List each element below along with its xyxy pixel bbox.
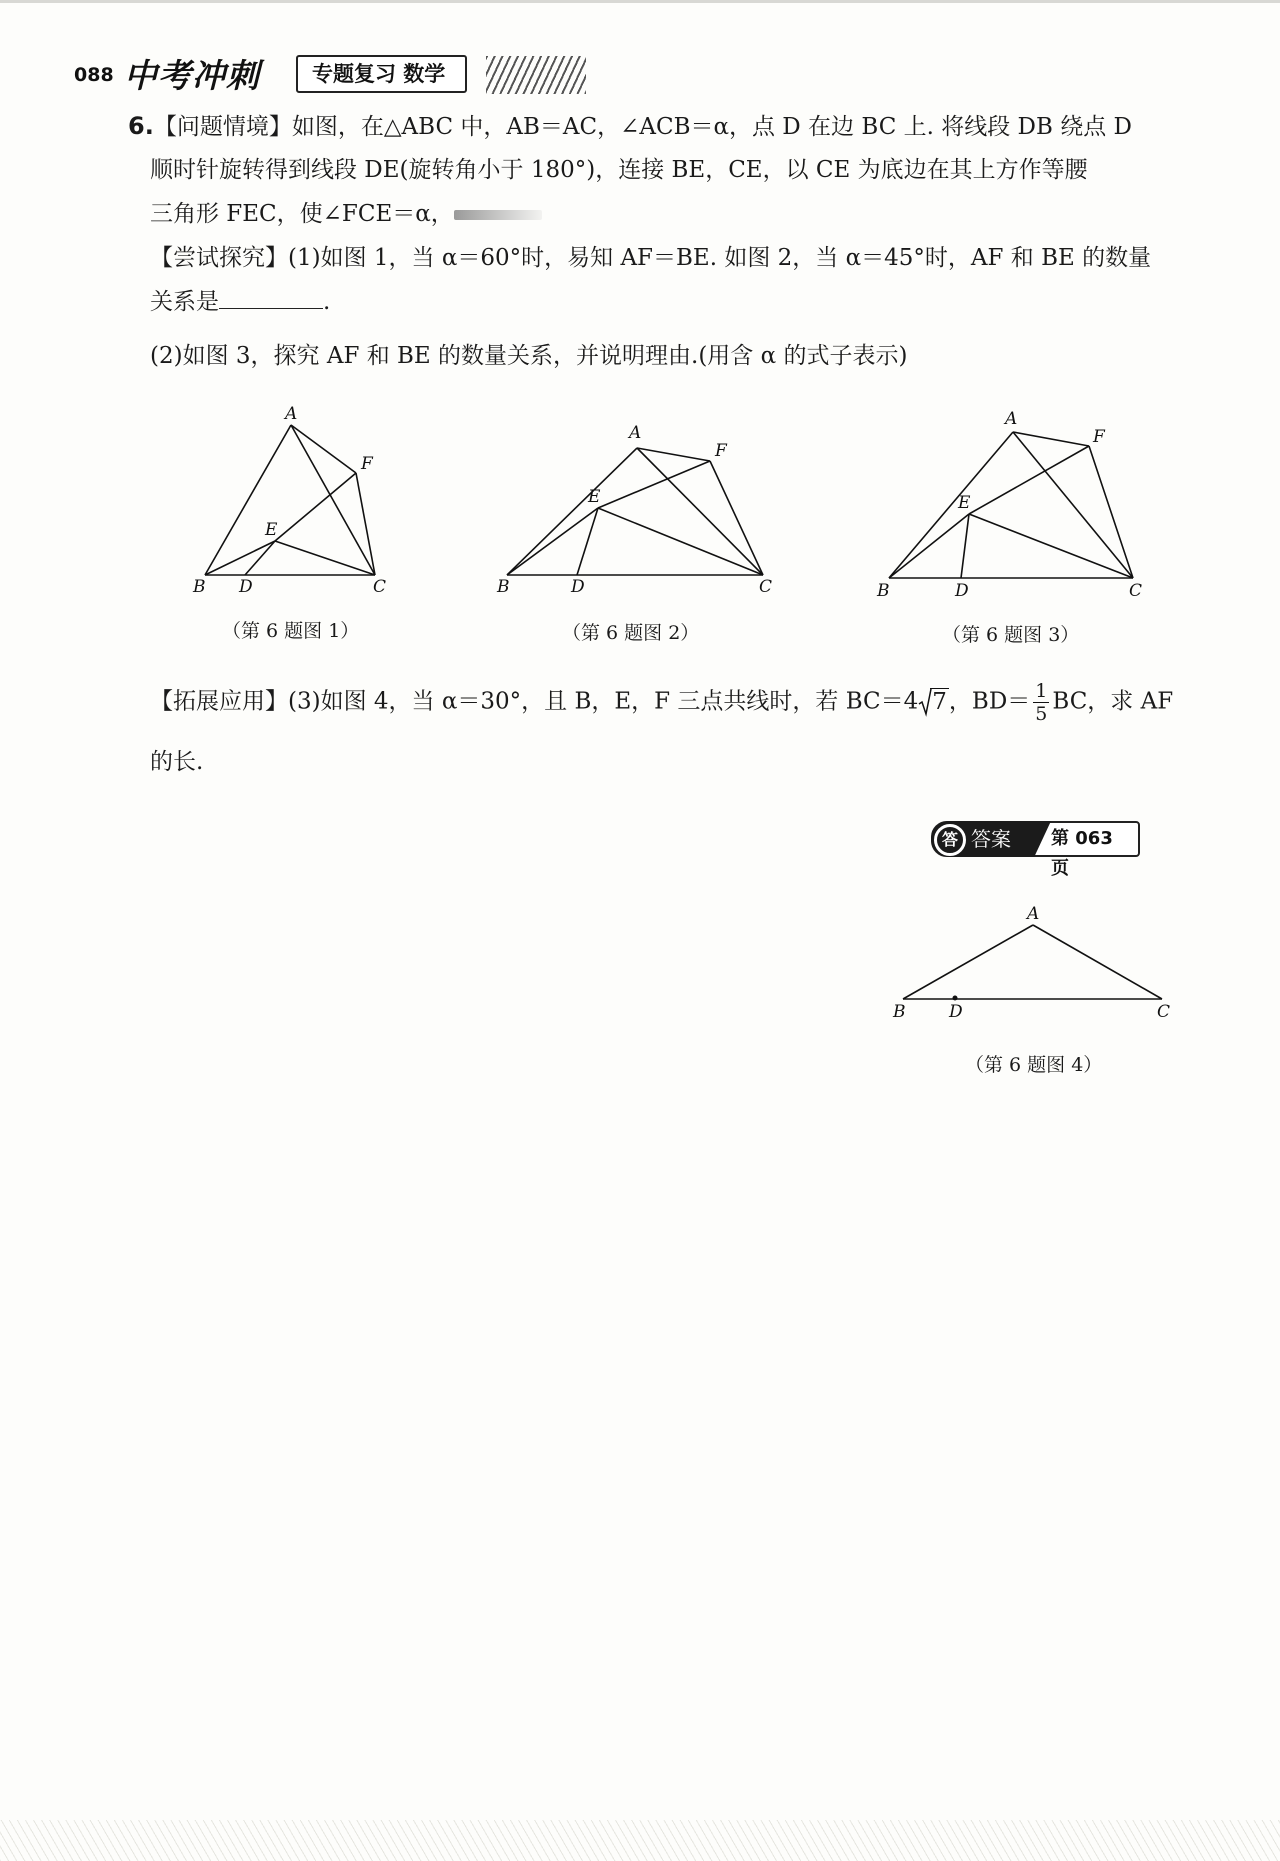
- section-label: 专题复习 数学: [296, 55, 467, 93]
- fig1-seg-DE: [245, 541, 275, 575]
- figure-2-caption: （第 6 题图 2）: [562, 622, 700, 644]
- fig1-label-C: C: [373, 577, 387, 597]
- extension-line-1: [150, 680, 1173, 725]
- fig2-label-F: F: [715, 441, 727, 461]
- series-title: 中考冲刺: [124, 56, 260, 95]
- fig4-label-D: D: [949, 1002, 963, 1022]
- fig2-seg-EF: [598, 461, 710, 508]
- fig1-label-F: F: [361, 454, 373, 474]
- fig4-seg-BA: [903, 925, 1033, 999]
- answer-page-ref: 第 063 页: [1051, 828, 1113, 879]
- fig2-seg-AC: [637, 448, 763, 575]
- sqrt-sign-icon: [918, 688, 932, 716]
- figure-4-caption: （第 6 题图 4）: [965, 1054, 1103, 1076]
- answer-label: 答案: [971, 827, 1011, 851]
- fig4-point-D: [953, 996, 958, 1001]
- fig1-seg-FC: [356, 473, 375, 575]
- fig2-seg-DE: [577, 508, 598, 575]
- fig1-seg-EF: [275, 473, 356, 541]
- problem-text-5-end: .: [323, 289, 331, 315]
- fraction-one-fifth: [1033, 680, 1049, 725]
- fig3-label-E: E: [958, 493, 971, 513]
- problem-number: 6.: [128, 112, 154, 140]
- fig1-seg-BA: [205, 425, 291, 575]
- fig1-label-E: E: [265, 520, 278, 540]
- fig3-label-F: F: [1093, 427, 1105, 447]
- fig3-seg-AF: [1013, 432, 1089, 446]
- fig4-label-A: A: [1027, 904, 1040, 924]
- fig3-label-A: A: [1005, 409, 1018, 429]
- page-header: [74, 50, 534, 96]
- fig2-label-D: D: [571, 577, 585, 597]
- fig1-label-B: B: [193, 577, 206, 597]
- fig2-label-A: A: [629, 423, 642, 443]
- problem-line-1: [128, 104, 1132, 149]
- figure-2: [495, 420, 785, 600]
- problem-text-1: 【问题情境】如图，在△ABC 中，AB＝AC，∠ACB＝α，点 D 在边 BC 上. 将线段 DB 绕点 D: [153, 114, 1132, 140]
- extension-text-post: BC，求 AF: [1052, 688, 1174, 715]
- problem-line-3: [150, 192, 542, 236]
- fig2-label-C: C: [759, 577, 773, 597]
- figure-1-caption: （第 6 题图 1）: [222, 620, 360, 642]
- fig3-label-C: C: [1129, 581, 1143, 601]
- fig3-seg-DE: [961, 514, 969, 578]
- fig2-label-B: B: [497, 577, 510, 597]
- answer-blank: [219, 284, 323, 309]
- header-hatch-decoration: [486, 56, 586, 94]
- footer-pattern-decoration: [0, 1820, 1280, 1861]
- answer-badge[interactable]: [931, 819, 1136, 879]
- problem-line-5: [150, 280, 330, 324]
- fig4-seg-AC: [1033, 925, 1162, 999]
- fig2-label-E: E: [588, 487, 601, 507]
- figure-3-caption: （第 6 题图 3）: [942, 624, 1080, 646]
- fig1-seg-EC: [275, 541, 375, 575]
- fig1-seg-AC: [291, 425, 375, 575]
- problem-line-2: 顺时针旋转得到线段 DE(旋转角小于 180°)，连接 BE，CE，以 CE 为底边在其上方作等腰: [150, 157, 1088, 183]
- fraction-denominator: 5: [1035, 703, 1048, 725]
- fig3-seg-FC: [1089, 446, 1133, 578]
- fig3-seg-AC: [1013, 432, 1133, 578]
- sqrt-expression: [918, 681, 949, 723]
- answer-icon: 答: [934, 824, 966, 856]
- fig3-label-B: B: [877, 581, 890, 601]
- fig2-seg-FC: [710, 461, 763, 575]
- fig4-label-B: B: [893, 1002, 906, 1022]
- problem-text-3: 三角形 FEC，使∠FCE＝α，: [150, 201, 454, 227]
- problem-line-6: (2)如图 3，探究 AF 和 BE 的数量关系，并说明理由.(用含 α 的式子表示): [150, 343, 908, 369]
- fig4-label-C: C: [1157, 1002, 1171, 1022]
- extension-line-2: 的长.: [150, 749, 204, 775]
- figure-4: [885, 895, 1185, 1025]
- page-number: 088: [74, 64, 114, 86]
- extension-text-mid: ，BD＝: [948, 688, 1031, 715]
- top-edge-line: [0, 0, 1280, 3]
- fig3-label-D: D: [955, 581, 969, 601]
- fig3-seg-BA: [889, 432, 1013, 578]
- sqrt-radicand: 7: [932, 688, 947, 715]
- problem-text-5: 关系是: [150, 289, 219, 315]
- figure-3: [875, 410, 1155, 602]
- fig2-seg-BA: [507, 448, 637, 575]
- fig1-label-D: D: [239, 577, 253, 597]
- fig3-seg-EC: [969, 514, 1133, 578]
- figure-1: [195, 405, 400, 600]
- problem-line-4: 【尝试探究】(1)如图 1，当 α＝60°时，易知 AF＝BE. 如图 2，当 α＝45°时，AF 和 BE 的数量: [150, 245, 1152, 271]
- extension-text-pre: 【拓展应用】(3)如图 4，当 α＝30°，且 B，E，F 三点共线时，若 BC＝4: [150, 688, 919, 715]
- fig2-seg-BE: [507, 508, 598, 575]
- fraction-numerator: 1: [1035, 680, 1048, 702]
- faded-text-obscured: [454, 210, 542, 220]
- fig2-seg-EC: [598, 508, 763, 575]
- fig1-label-A: A: [285, 404, 298, 424]
- fig3-seg-BE: [889, 514, 969, 578]
- fig1-seg-AF: [291, 425, 356, 473]
